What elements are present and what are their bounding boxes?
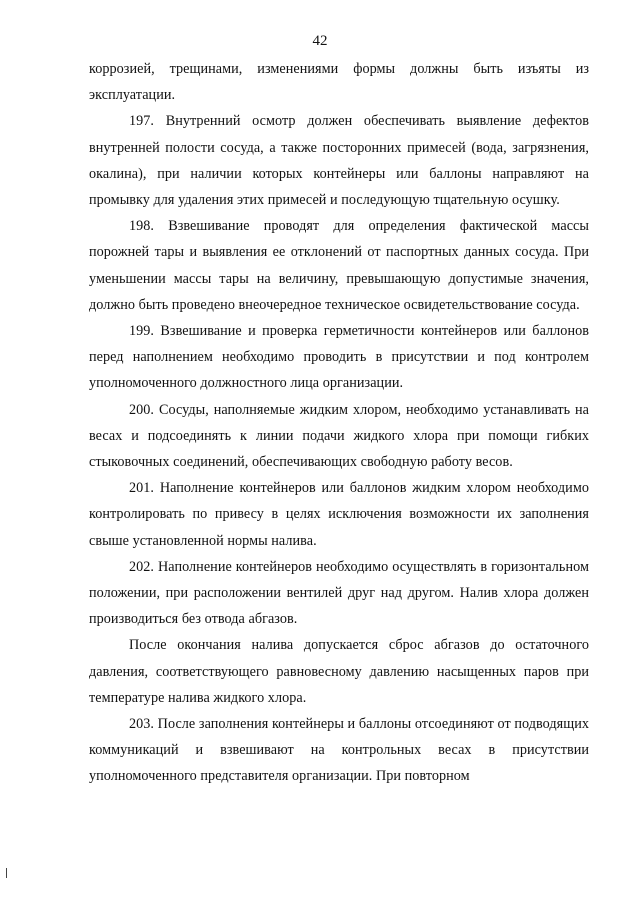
paragraph-202-continued: После окончания налива допускается сброс абгазов до остаточного давления, соответствующего равновесному давлению насыщенных паров при температуре налива жидкого хлора. <box>89 637 589 706</box>
paragraph-198: 198. Взвешивание проводят для определения фактической массы порожней тары и выявления ее отклонений от паспортных данных сосуда. При уменьшении массы тары на величину, превышающую допустимые значения, должно быть проведено внеочередное техническое освидетельствование сосуда. <box>89 218 589 313</box>
paragraph-202: 202. Наполнение контейнеров необходимо осуществлять в горизонтальном положении, при расположении вентилей друг над другом. Налив хлора должен производиться без отвода абгазов. <box>89 558 589 628</box>
paragraph-200: 200. Сосуды, наполняемые жидким хлором, необходимо устанавливать на весах и подсоединять к линии подачи жидкого хлора при помощи гибких стыковочных соединений, обеспечивающих свободную работу весов. <box>89 401 589 471</box>
paragraph-197: 197. Внутренний осмотр должен обеспечивать выявление дефектов внутренней полости сосуда, а также посторонних примесей (вода, загрязнения, окалина), при наличии которых контейнеры или баллоны направляют на промывку для удаления этих примесей и последующую тщательную осушку. <box>89 113 589 209</box>
scan-edge-mark <box>6 868 7 878</box>
paragraph-199: 199. Взвешивание и проверка герметичности контейнеров или баллонов перед наполнением необходимо проводить в присутствии и под контролем уполномоченного должностного лица организации. <box>89 323 589 392</box>
paragraph-201: 201. Наполнение контейнеров или баллонов жидким хлором необходимо контролировать по привесу в целях исключения возможности их заполнения свыше установленной нормы налива. <box>89 480 589 549</box>
paragraph-continuation: коррозией, трещинами, изменениями формы должны быть изъяты из эксплуатации. <box>89 61 589 104</box>
paragraph-203: 203. После заполнения контейнеры и баллоны отсоединяют от подводящих коммуникаций и взвешивают на контрольных весах в присутствии уполномоченного представителя организации. При повторном <box>89 716 589 785</box>
document-body <box>89 56 589 790</box>
page-number: 42 <box>312 33 328 49</box>
